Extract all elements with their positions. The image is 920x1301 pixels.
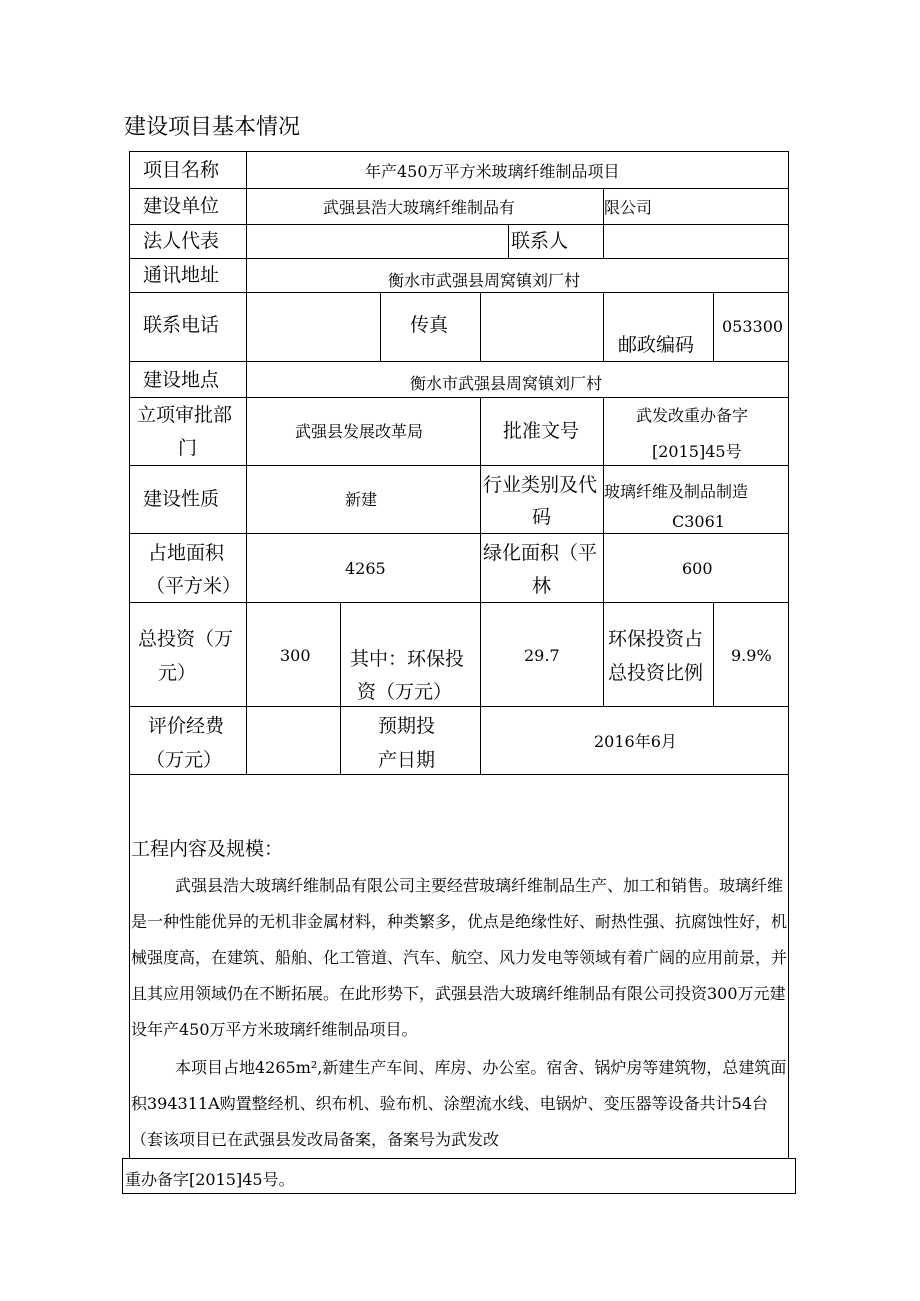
area-label-cont: （平方米） <box>146 575 242 597</box>
site-value: 衡水市武强县周窝镇刘厂村 <box>410 374 603 393</box>
content-paragraph-3: 重办备字[2015]45号。 <box>122 1158 796 1194</box>
project-name-value: 年产450万平方米玻璃纤维制品项目 <box>365 162 620 181</box>
approve-no-value-cont: [2015]45号 <box>652 442 742 461</box>
green-area-label: 绿化面积（平 <box>483 542 598 564</box>
address-value: 衡水市武强县周窝镇刘厂村 <box>388 271 581 290</box>
table-rule <box>129 258 789 259</box>
green-area-label-cont: 林 <box>532 575 552 597</box>
legal-rep-label: 法人代表 <box>143 230 220 252</box>
production-date-label-cont: 产日期 <box>378 749 436 771</box>
postcode-value: 053300 <box>722 317 784 336</box>
area-value: 4265 <box>345 559 386 578</box>
page-title: 建设项目基本情况 <box>124 115 301 140</box>
table-rule <box>129 151 789 152</box>
unit-label: 建设单位 <box>143 195 220 217</box>
total-invest-label: 总投资（万 <box>138 628 234 650</box>
production-date-value: 2016年6月 <box>594 732 677 751</box>
address-label: 通讯地址 <box>143 264 220 286</box>
industry-value: 玻璃纤维及制品制造 <box>604 482 749 501</box>
table-rule <box>129 706 789 707</box>
nature-label: 建设性质 <box>143 488 220 510</box>
fax-label: 传真 <box>410 314 449 336</box>
section-heading: 工程内容及规模： <box>131 838 284 860</box>
industry-label-cont: 码 <box>532 506 552 528</box>
eval-fee-label-cont: （万元） <box>146 749 223 771</box>
green-area-value: 600 <box>682 559 713 578</box>
area-label: 占地面积 <box>148 542 225 564</box>
contact-label: 联系人 <box>511 230 569 252</box>
table-rule <box>713 602 714 706</box>
approve-no-value: 武发改重办备字 <box>636 406 749 425</box>
env-invest-label-cont: 资（万元） <box>357 681 453 703</box>
table-rule <box>480 397 481 602</box>
table-rule <box>480 292 481 361</box>
approve-dept-label-cont: 门 <box>178 437 198 459</box>
table-rule <box>713 292 714 361</box>
table-rule <box>340 602 341 774</box>
industry-value-cont: C3061 <box>672 512 725 531</box>
eval-fee-label: 评价经费 <box>148 715 225 737</box>
env-ratio-label: 环保投资占 <box>608 628 704 650</box>
table-rule <box>603 292 604 361</box>
project-name-label: 项目名称 <box>143 159 220 181</box>
table-rule <box>508 224 509 258</box>
phone-label: 联系电话 <box>143 314 220 336</box>
postcode-label: 邮政编码 <box>618 334 695 356</box>
content-paragraph-2: 本项目占地4265m²,新建生产车间、库房、办公室。宿舍、锅炉房等建筑物，总建筑面积394311A购置整经机、织布机、验布机、涂塑流水线、电锅炉、变压器等设备共计54台（套该项目已在武强县发改局备案，备案号为武发改 <box>131 1058 787 1149</box>
approve-dept-value: 武强县发展改革局 <box>295 422 424 441</box>
env-invest-value: 29.7 <box>524 646 560 665</box>
table-rule <box>603 602 604 706</box>
industry-label: 行业类别及代 <box>483 474 598 496</box>
env-ratio-label-cont: 总投资比例 <box>608 662 704 684</box>
production-date-label: 预期投 <box>378 715 436 737</box>
env-ratio-value: 9.9% <box>731 646 772 665</box>
table-rule <box>380 292 381 361</box>
site-label: 建设地点 <box>143 369 220 391</box>
nature-value: 新建 <box>345 490 378 509</box>
unit-value-part2: 限公司 <box>604 198 653 217</box>
content-paragraph-1: 武强县浩大玻璃纤维制品有限公司主要经营玻璃纤维制品生产、加工和销售。玻璃纤维是一种性能优异的无机非金属材料，种类繁多，优点是绝缘性好、耐热性强、抗腐蚀性好，机械强度高，在建筑、船舶、化工管道、汽车、航空、风力发电等领域有着广阔的应用前景，并且其应用领域仍在不断拓展。在此形势下，武强县浩大玻璃纤维制品有限公司投资300万元建设年产450万平方米玻璃纤维制品项目。 <box>131 876 788 1039</box>
table-rule <box>246 151 247 774</box>
approve-dept-label: 立项审批部 <box>137 404 233 426</box>
unit-value-part1: 武强县浩大玻璃纤维制品有 <box>323 198 516 217</box>
table-rule <box>480 602 481 774</box>
table-rule <box>129 774 789 775</box>
table-border <box>129 151 130 1158</box>
total-invest-value: 300 <box>280 646 311 665</box>
env-invest-label: 其中：环保投 <box>350 648 465 670</box>
total-invest-label-cont: 元） <box>158 662 197 684</box>
approve-no-label: 批准文号 <box>503 420 580 442</box>
